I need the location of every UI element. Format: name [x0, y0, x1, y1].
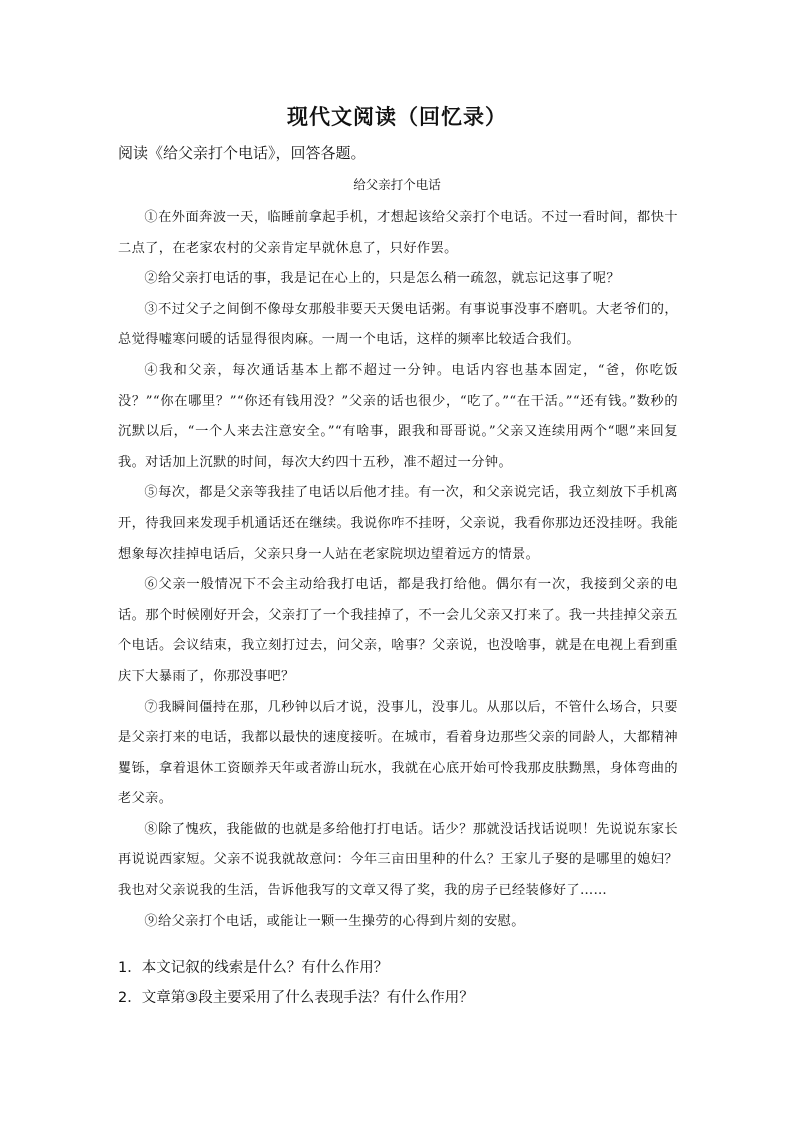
question-2: 2．文章第③段主要采用了什么表现手法？有什么作用？ — [118, 990, 474, 1006]
article-paragraph-6: ⑥父亲一般情况下不会主动给我打电话，都是我打给他。偶尔有一次，我接到父亲的电话。那个时候刚好开会，父亲打了一个我挂掉了，不一会儿父亲又打来了。我一共挂掉父亲五个电话。会议结束，我立刻打过去，问父亲，啥事？父亲说，也没啥事，就是在电视上看到重庆下大暴雨了，你那没事吧？ — [118, 577, 678, 684]
question-1: 1．本文记叙的线索是什么？有什么作用？ — [118, 960, 389, 976]
article-paragraph-5: ⑤每次，都是父亲等我挂了电话以后他才挂。有一次，和父亲说完话，我立刻放下手机离开，待我回来发现手机通话还在继续。我说你咋不挂呀，父亲说，我看你那边还没挂呀。我能想象每次挂掉电话后，父亲只身一人站在老家院坝边望着远方的情景。 — [118, 485, 678, 562]
reading-instruction: 阅读《给父亲打个电话》，回答各题。 — [118, 144, 366, 162]
article-title: 给父亲打个电话 — [353, 177, 441, 192]
article-paragraph-7: ⑦我瞬间僵持在那，几秒钟以后才说，没事儿，没事儿。从那以后，不管什么场合，只要是父亲打来的电话，我都以最快的速度接听。在城市，看着身边那些父亲的同龄人，大都精神矍铄，拿着退休工资颐养天年或者游山玩水，我就在心底开始可怜我那皮肤黝黑，身体弯曲的老父亲。 — [118, 699, 678, 807]
article-paragraph-3: ③不过父子之间倒不像母女那般非要天天煲电话粥。有事说事没事不磨叽。大老爷们的，总觉得嘘寒问暖的话显得很肉麻。一周一个电话，这样的频率比较适合我们。 — [118, 301, 678, 348]
article-paragraph-2: ②给父亲打电话的事，我是记在心上的，只是怎么稍一疏忽，就忘记这事了呢？ — [144, 271, 620, 287]
article-paragraph-4: ④我和父亲，每次通话基本上都不超过一分钟。电话内容也基本固定，“爸，你吃饭没？”“你在哪里？”“你还有钱用没？”父亲的话也很少，“吃了。”“在干活。”“还有钱。”数秒的沉默以后，“一个人来去注意安全。”“有啥事，跟我和哥哥说。”父亲又连续用两个“嗯”来回复我。对话加上沉默的时间，每次大约四十五秒，准不超过一分钟。 — [118, 362, 678, 470]
article-paragraph-8: ⑧除了愧疚，我能做的也就是多给他打打电话。话少？那就没话找话说呗！先说说东家长再说说西家短。父亲不说我就故意问：今年三亩田里种的什么？王家儿子娶的是哪里的媳妇？我也对父亲说我的生活，告诉他我写的文章又得了奖，我的房子已经装修好了…… — [118, 821, 678, 899]
page-title: 现代文阅读（回忆录） — [287, 104, 507, 129]
question-list — [118, 953, 678, 1013]
article-paragraph-9: ⑨给父亲打个电话，或能让一颗一生操劳的心得到片刻的安慰。 — [144, 913, 525, 929]
article-body — [118, 203, 678, 937]
article-paragraph-1: ①在外面奔波一天，临睡前拿起手机，才想起该给父亲打个电话。不过一看时间，都快十二点了，在老家农村的父亲肯定早就休息了，只好作罢。 — [118, 210, 678, 256]
